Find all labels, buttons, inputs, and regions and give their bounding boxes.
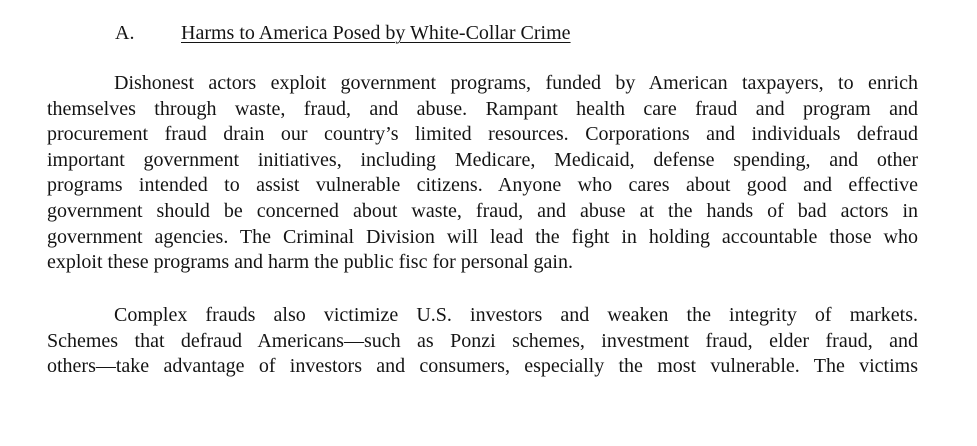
paragraph-line: programs intended to assist vulnerable citizens. Anyone who cares about good and effective (47, 174, 918, 197)
paragraph-line: Dishonest actors exploit government programs, funded by American taxpayers, to enrich (114, 72, 918, 94)
paragraph-2 (47, 303, 918, 380)
paragraph-line: others—take advantage of investors and consumers, especially the most vulnerable. The victims (47, 355, 918, 378)
paragraph-line: Complex frauds also victimize U.S. investors and weaken the integrity of markets. (114, 304, 918, 326)
section-label: A. (115, 22, 135, 44)
paragraph-1 (47, 71, 918, 276)
paragraph-line: government should be concerned about waste, fraud, and abuse at the hands of bad actors in (47, 199, 918, 222)
paragraph-line: Schemes that defraud Americans—such as Ponzi schemes, investment fraud, elder fraud, and (47, 329, 918, 352)
paragraph-line: exploit these programs and harm the public fisc for personal gain. (47, 251, 573, 274)
section-title: Harms to America Posed by White-Collar Crime (181, 22, 571, 44)
paragraph-line: important government initiatives, including Medicare, Medicaid, defense spending, and other (47, 148, 918, 171)
paragraph-line: procurement fraud drain our country’s limited resources. Corporations and individuals defraud (47, 123, 918, 146)
paragraph-line: government agencies. The Criminal Division will lead the fight in holding accountable those who (47, 225, 918, 248)
paragraph-line: themselves through waste, fraud, and abuse. Rampant health care fraud and program and (47, 97, 918, 120)
